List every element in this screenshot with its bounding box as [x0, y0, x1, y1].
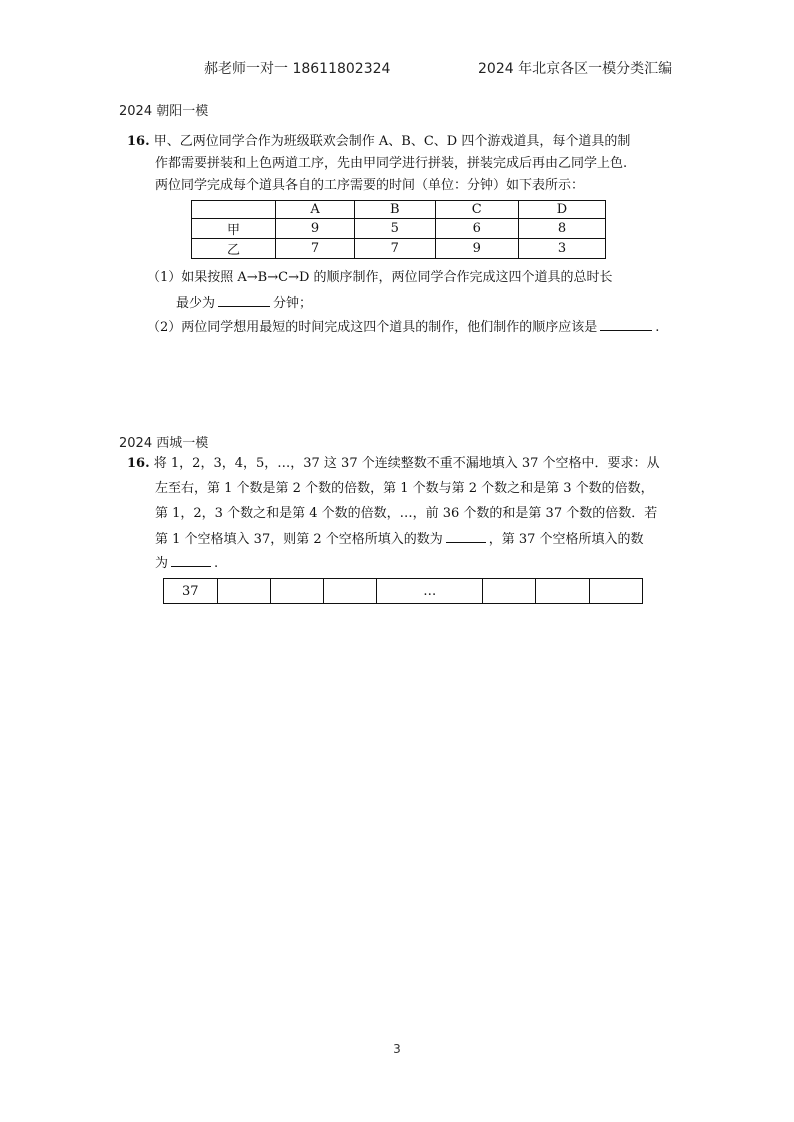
question-2-prefix: （2）两位同学想用最短的时间完成这四个道具的制作，他们制作的顺序应该是	[147, 320, 598, 335]
question-2-suffix: .	[655, 320, 660, 335]
grid-cell	[270, 579, 323, 604]
table-cell: 9	[276, 219, 355, 239]
header-right: 2024 年北京各区一模分类汇编	[478, 61, 673, 77]
table-row	[192, 239, 606, 259]
question-1-line2	[176, 294, 312, 312]
section-title-chaoyang: 2024 朝阳一模	[119, 104, 209, 119]
grid-cell	[589, 579, 642, 604]
question-1-prefix: 最少为	[176, 296, 216, 311]
table-row	[192, 219, 606, 239]
answer-blank	[446, 530, 486, 543]
table-cell: 7	[355, 239, 435, 259]
answer-blank	[218, 294, 270, 307]
header-left: 郝老师一对一 18611802324	[204, 61, 391, 77]
problem-16-chaoyang-line3: 两位同学完成每个道具各自的工序需要的时间（单位：分钟）如下表所示：	[155, 178, 585, 193]
time-table	[191, 200, 606, 259]
table-header-cell: C	[435, 201, 518, 219]
table-header-cell	[192, 201, 276, 219]
problem-16-xicheng-line3: 第 1，2，3 个数之和是第 4 个数的倍数，…，前 36 个数的和是第 37 个数的倍数．若	[155, 506, 658, 521]
table-cell: 5	[355, 219, 435, 239]
problem-16-xicheng-line5	[155, 554, 218, 572]
problem-16-chaoyang-line1	[127, 134, 630, 150]
question-1-suffix: 分钟；	[273, 296, 313, 311]
table-header-cell: B	[355, 201, 435, 219]
line4-suffix: ，第 37 个空格所填入的数	[488, 532, 644, 547]
grid-cell	[536, 579, 589, 604]
grid-row	[164, 579, 643, 604]
question-2-line	[147, 318, 659, 336]
section-title-xicheng: 2024 西城一模	[119, 436, 209, 451]
table-cell: 乙	[192, 239, 276, 259]
problem-text: 甲、乙两位同学合作为班级联欢会制作 A、B、C、D 四个游戏道具，每个道具的制	[153, 134, 631, 149]
problem-16-chaoyang-line2: 作都需要拼装和上色两道工序，先由甲同学进行拼装，拼装完成后再由乙同学上色.	[155, 156, 628, 171]
answer-blank	[171, 554, 211, 567]
table-header-cell: A	[276, 201, 355, 219]
table-cell: 9	[435, 239, 518, 259]
problem-number: 16.	[127, 456, 150, 471]
question-1-line1: （1）如果按照 A→B→C→D 的顺序制作，两位同学合作完成这四个道具的总时长	[147, 270, 613, 285]
table-cell: 7	[276, 239, 355, 259]
table-cell: 6	[435, 219, 518, 239]
problem-16-xicheng-line1	[127, 456, 660, 472]
grid-cell	[217, 579, 270, 604]
number-grid	[163, 578, 643, 604]
line5-prefix: 为	[155, 556, 169, 571]
grid-cell	[324, 579, 377, 604]
problem-number: 16.	[127, 134, 150, 149]
grid-cell: …	[377, 579, 483, 604]
problem-text: 将 1，2，3，4，5，…，37 这 37 个连续整数不重不漏地填入 37 个空格中．要求：从	[153, 456, 660, 471]
table-cell: 甲	[192, 219, 276, 239]
problem-16-xicheng-line2: 左至右，第 1 个数是第 2 个数的倍数，第 1 个数与第 2 个数之和是第 3 个数的倍数，	[155, 481, 654, 496]
table-header-cell: D	[518, 201, 605, 219]
table-header-row	[192, 201, 606, 219]
problem-16-xicheng-line4	[155, 530, 644, 548]
page-number: 3	[393, 1042, 401, 1056]
answer-blank	[600, 318, 652, 331]
table-cell: 8	[518, 219, 605, 239]
table-cell: 3	[518, 239, 605, 259]
line4-prefix: 第 1 个空格填入 37，则第 2 个空格所填入的数为	[155, 532, 443, 547]
grid-cell: 37	[164, 579, 218, 604]
line5-suffix: .	[214, 556, 219, 571]
grid-cell	[483, 579, 536, 604]
